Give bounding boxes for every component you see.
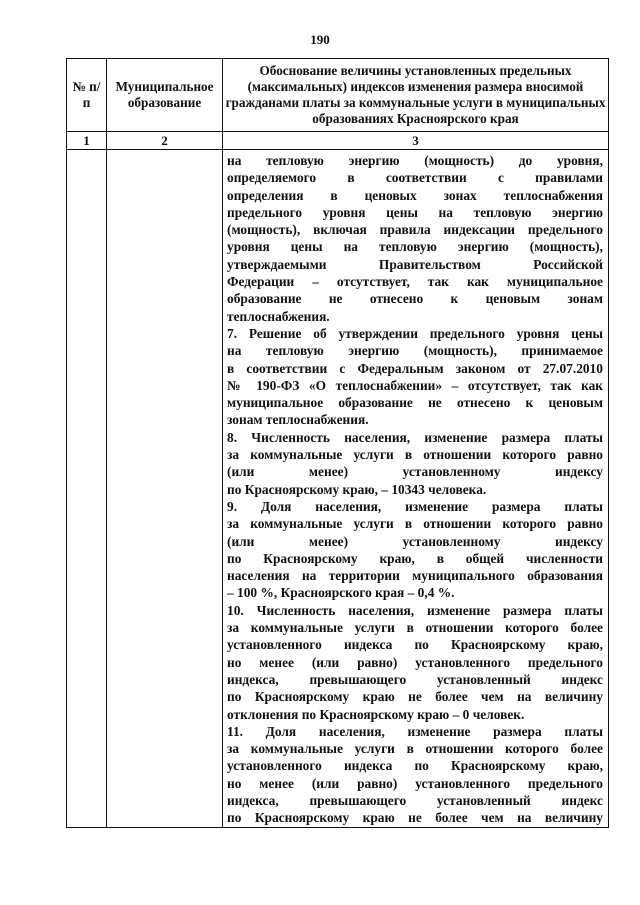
text-line: 11. Доля населения, изменение размера платы [227,723,603,739]
column-number-row [67,132,609,150]
text-line: № 190-ФЗ «О теплоснабжении» – отсутствует, так как [227,377,603,393]
text-line: 9. Доля населения, изменение размера платы [227,498,603,514]
text-line: уровня цены на тепловую энергию (мощность), [227,239,603,255]
text-line: установленного индекса по Красноярскому краю, [227,758,603,774]
header-municipality: Муниципальное образование [107,59,223,132]
text-line: индекса, превышающего установленный индекс [227,671,603,687]
text-line: – 100 %, Красноярского края – 0,4 %. [227,585,455,601]
justification-text [227,152,603,827]
column-number-3: 3 [223,132,609,150]
text-line: (или менее) установленному индексу [227,464,603,480]
text-line: отклонения по Красноярскому краю – 0 человек. [227,706,525,722]
text-line: утверждаемыми Правительством Российской [227,256,603,272]
text-line: но менее (или равно) установленного предельного [227,775,603,791]
text-line: по Красноярскому краю не более чем на величину [227,689,603,705]
text-line: за коммунальные услуги в отношении которого равно [227,447,603,463]
text-line: на тепловую энергию (мощность) до уровня, [227,153,603,168]
text-line: 10. Численность населения, изменение размера платы [227,602,603,618]
text-line: в соответствии с Федеральным законом от 27.07.2010 [227,360,603,376]
text-line: (мощность), включая правила индексации предельного [227,222,603,238]
text-line: 7. Решение об утверждении предельного уровня цены [227,325,603,341]
text-line: образование не отнесено к ценовым зонам [227,291,603,307]
text-line: определения в ценовых зонах теплоснабжения [227,187,603,203]
text-line: за коммунальные услуги в отношении которого более [227,620,603,636]
number-cell [67,150,107,828]
text-line: Федерации – отсутствует, так как муниципальное [227,274,603,290]
justification-table [66,58,609,828]
text-line: по Красноярскому краю не более чем на величину [227,810,603,826]
text-line: индекса, превышающего установленный индекс [227,792,603,808]
header-number: № п/п [67,59,107,132]
text-line: на тепловую энергию (мощность), принимаемое [227,343,603,359]
text-line: но менее (или равно) установленного предельного [227,654,603,670]
page-number: 190 [310,32,330,47]
text-line: по Красноярскому краю, в общей численности [227,550,603,566]
column-number-1: 1 [67,132,107,150]
municipality-cell [107,150,223,828]
text-line: 8. Численность населения, изменение размера платы [227,429,603,445]
column-number-2: 2 [107,132,223,150]
text-line: зонам теплоснабжения. [227,412,369,428]
text-line: установленного индекса по Красноярскому краю, [227,637,603,653]
text-line: муниципальное образование не отнесено к ценовым [227,395,603,411]
text-line: (или менее) установленному индексу [227,533,603,549]
justification-cell [223,150,609,828]
text-line: населения на территории муниципального образования [227,568,603,584]
text-line: предельного уровня цены на тепловую энергию [227,204,603,220]
header-justification: Обоснование величины установленных предельных (максимальных) индексов изменения размера вносимой гражданами платы за коммунальные услуги в муниципальных образованиях Красноярского края [223,59,609,132]
text-line: по Красноярскому краю, – 10343 человека. [227,481,487,497]
text-line: определяемого в соответствии с правилами [227,170,603,186]
table-row [67,150,609,828]
text-line: за коммунальные услуги в отношении которого более [227,741,603,757]
header-row [67,59,609,132]
text-line: за коммунальные услуги в отношении которого равно [227,516,603,532]
text-line: теплоснабжения. [227,308,330,324]
